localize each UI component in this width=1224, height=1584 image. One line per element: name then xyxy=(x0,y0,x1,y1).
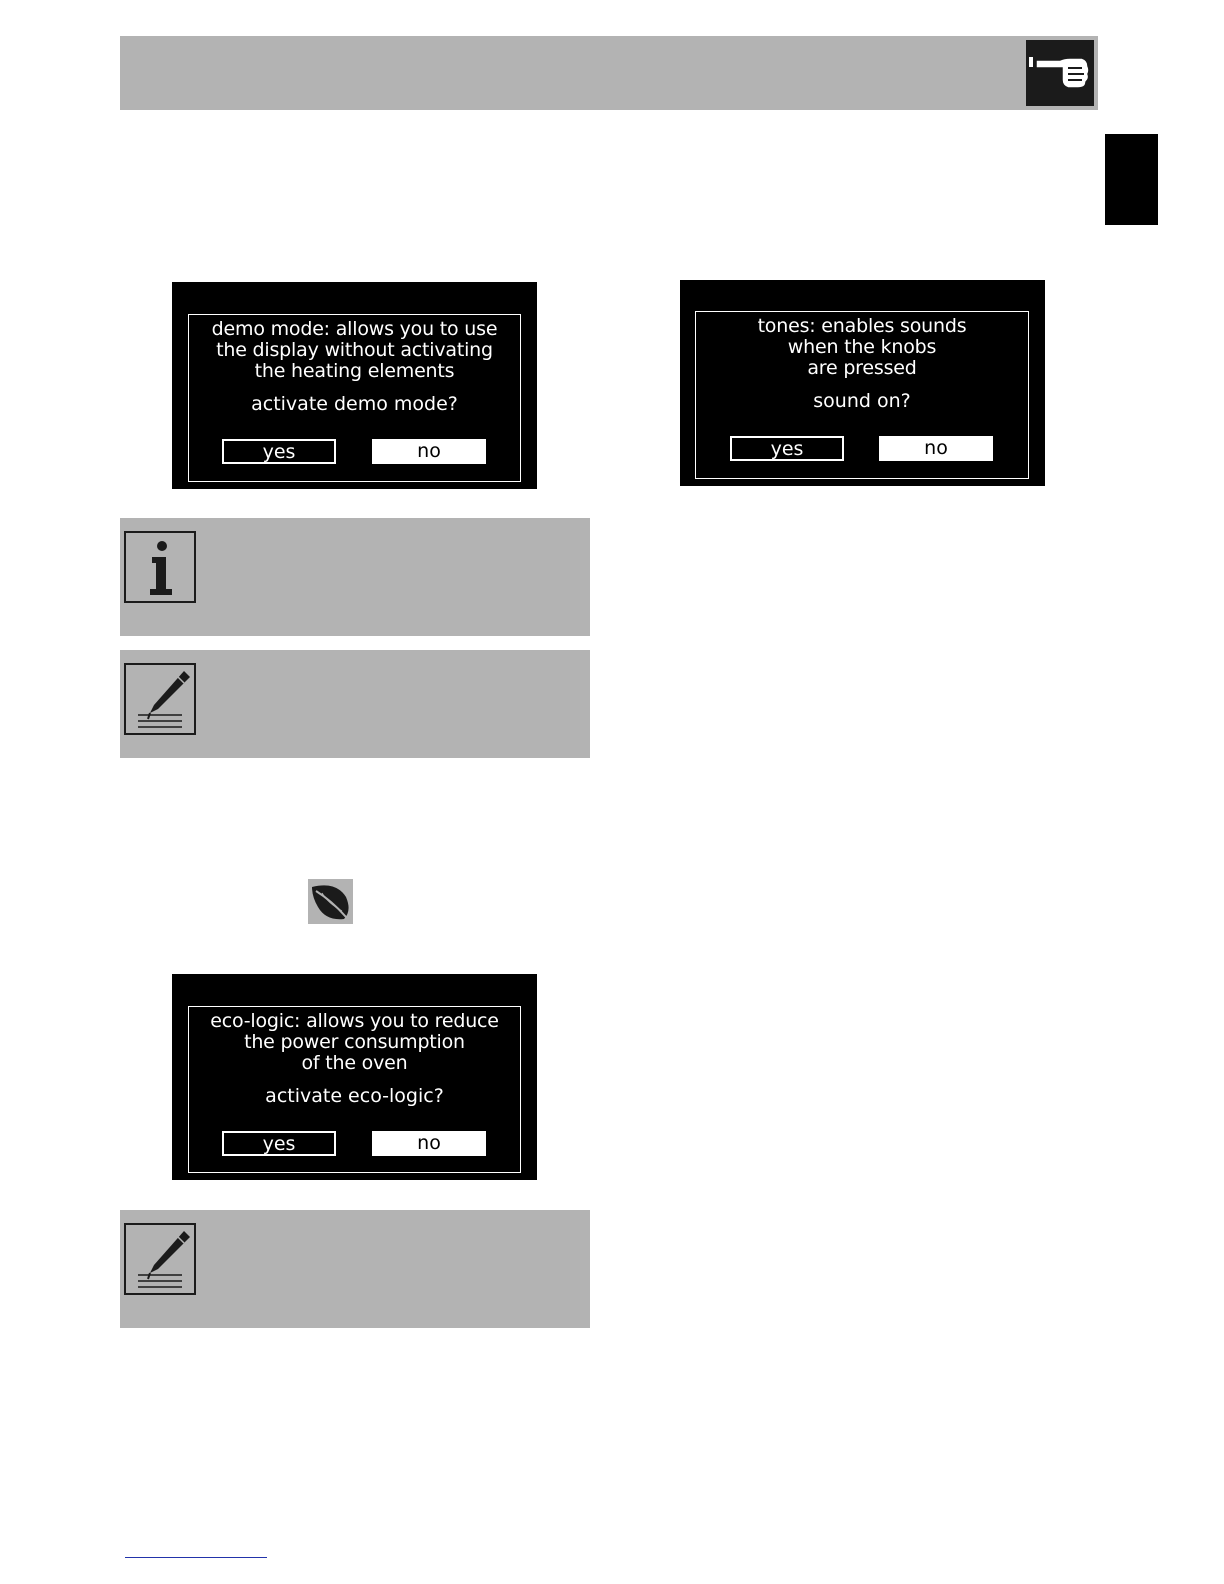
description-line: the power consumption xyxy=(244,1031,465,1053)
eco-logic-screen xyxy=(172,974,537,1180)
yes-button[interactable]: yes xyxy=(222,439,336,464)
screen-question: activate demo mode? xyxy=(251,393,458,415)
leaf-icon xyxy=(308,879,353,924)
description-line: when the knobs xyxy=(787,336,937,358)
footer-divider xyxy=(125,1557,267,1558)
note-panel xyxy=(120,1210,590,1328)
pencil-note-icon xyxy=(124,1223,196,1295)
screen-description xyxy=(189,319,520,382)
description-line: of the oven xyxy=(301,1052,408,1074)
info-icon xyxy=(124,531,196,603)
no-button[interactable]: no xyxy=(372,1131,486,1156)
screen-description xyxy=(189,1011,520,1074)
no-button[interactable]: no xyxy=(372,439,486,464)
description-line: the display without activating xyxy=(216,339,493,361)
screen-frame xyxy=(188,314,521,482)
info-note xyxy=(120,518,590,636)
pointing-hand-icon xyxy=(1026,40,1094,106)
section-tab xyxy=(1105,134,1158,225)
description-line: are pressed xyxy=(807,357,917,379)
screen-question: activate eco-logic? xyxy=(265,1085,444,1107)
description-line: demo mode: allows you to use xyxy=(211,318,498,340)
yes-button[interactable]: yes xyxy=(730,436,844,461)
screen-description xyxy=(696,316,1028,379)
pencil-note-icon xyxy=(124,663,196,735)
no-button[interactable]: no xyxy=(879,436,993,461)
header-bar xyxy=(120,36,1098,110)
description-line: tones: enables sounds xyxy=(757,315,967,337)
screen-frame xyxy=(695,311,1029,479)
screen-question: sound on? xyxy=(813,390,911,412)
screen-frame xyxy=(188,1006,521,1173)
tones-screen xyxy=(680,280,1045,486)
description-line: the heating elements xyxy=(254,360,455,382)
description-line: eco-logic: allows you to reduce xyxy=(210,1010,499,1032)
demo-mode-screen xyxy=(172,282,537,489)
note-panel xyxy=(120,650,590,758)
yes-button[interactable]: yes xyxy=(222,1131,336,1156)
